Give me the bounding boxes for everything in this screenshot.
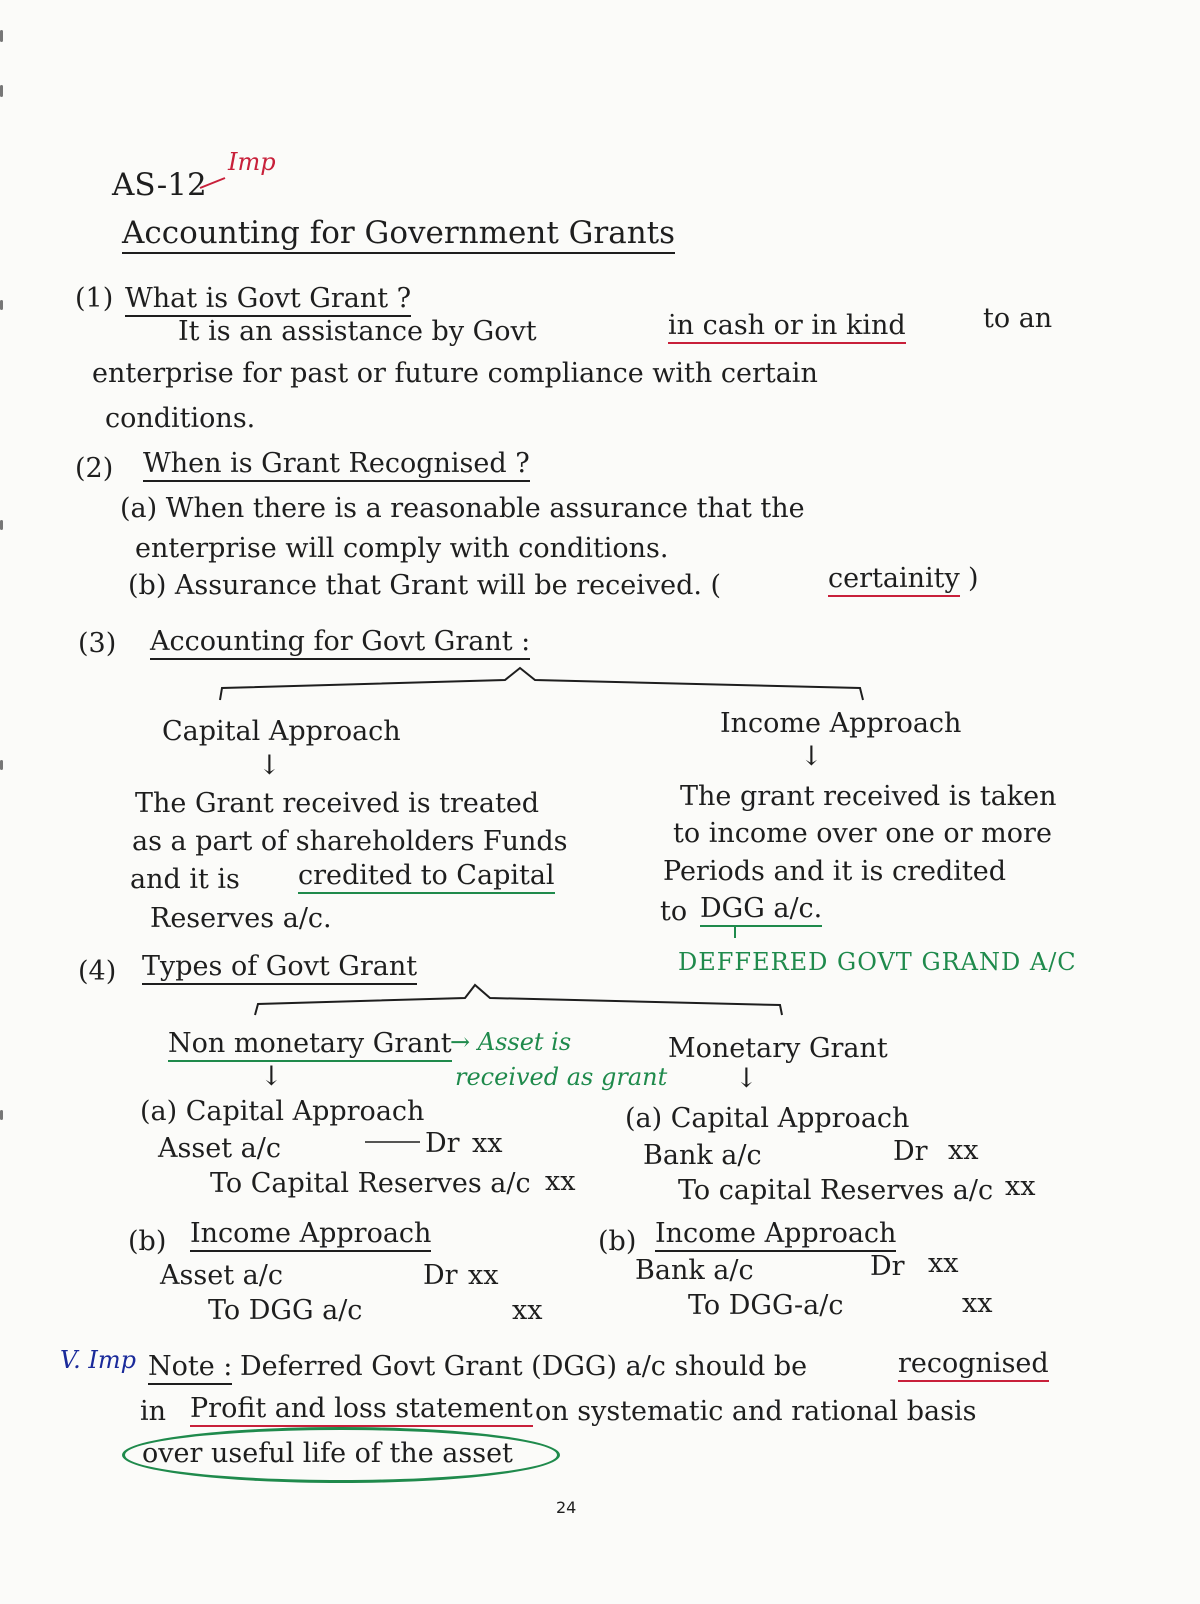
m-income-label: (b) [598,1226,637,1257]
m-capital-heading: (a) Capital Approach [625,1103,910,1134]
m-capital-credit: To capital Reserves a/c [678,1175,994,1206]
m-income-cr-amount: xx [962,1288,993,1319]
non-monetary-label: Non monetary Grant [168,1030,452,1062]
income-line-3: Periods and it is credited [663,856,1006,887]
nm-income-debit: Asset a/c [160,1260,283,1291]
income-line-4a: to [660,896,688,927]
capital-line-3a: and it is [130,864,240,895]
monetary-label: Monetary Grant [668,1033,888,1064]
nm-income-credit: To DGG a/c [208,1295,363,1326]
imp-tag: Imp [228,148,276,176]
non-monetary-note-2: received as grant [455,1063,668,1091]
m-income-dr-mark: Dr [870,1251,905,1282]
section-4-number: (4) [78,956,117,987]
page-number: 24 [556,1498,577,1517]
section-4-heading: Types of Govt Grant [142,953,417,985]
note-line-2c: on systematic and rational basis [535,1396,977,1427]
section-1-line-2: enterprise for past or future compliance with certain [92,358,818,389]
nm-income-dr-amount: xx [468,1260,499,1291]
section-3-number: (3) [78,628,117,659]
certainity-word: certainity [828,565,960,597]
m-capital-dr-amount: xx [948,1135,979,1166]
section-2-a-line-1: (a) When there is a reasonable assurance that the [120,493,805,524]
section-3-heading: Accounting for Govt Grant : [150,628,530,660]
section-1-number: (1) [75,283,114,314]
monetary-arrow: ↓ [735,1063,758,1094]
nm-capital-dr-amount: xx [472,1128,503,1159]
capital-line-1: The Grant received is treated [135,788,540,819]
certainity-close: ) [968,563,979,594]
section-1-line-1c: to an [983,303,1053,334]
m-income-heading: Income Approach [655,1220,896,1252]
very-imp-mark: V. Imp [60,1346,136,1374]
capital-line-3b: credited to Capital [298,862,555,894]
m-income-credit: To DGG-a/c [688,1290,844,1321]
section-2-b-line: (b) Assurance that Grant will be received. ( [128,570,722,601]
section-1-line-1b: in cash or in kind [668,312,906,344]
m-income-dr-amount: xx [928,1248,959,1279]
m-capital-debit: Bank a/c [643,1140,762,1171]
capital-approach-label: Capital Approach [162,716,401,747]
section-1-heading: What is Govt Grant ? [125,285,411,317]
income-line-1: The grant received is taken [680,781,1057,812]
nm-capital-debit: Asset a/c [158,1133,281,1164]
section-2-heading: When is Grant Recognised ? [143,450,530,482]
nm-capital-dr-mark: Dr [425,1128,460,1159]
note-profit-loss: Profit and loss statement [190,1395,533,1427]
standard-code: AS-12 [112,167,207,203]
section-1-line-3: conditions. [105,403,256,434]
m-income-debit: Bank a/c [635,1255,754,1286]
nm-income-heading: Income Approach [190,1220,431,1252]
note-line-2a: in [140,1396,167,1427]
m-capital-dr-mark: Dr [893,1136,928,1167]
nm-income-cr-amount: xx [512,1295,543,1326]
note-label: Note : [148,1353,232,1385]
non-monetary-note-1: → Asset is [450,1028,572,1056]
note-line-3: over useful life of the asset [142,1438,513,1469]
capital-arrow: ↓ [258,750,281,781]
income-line-2: to income over one or more [673,818,1052,849]
capital-line-4: Reserves a/c. [150,903,332,934]
income-arrow: ↓ [800,741,823,772]
income-approach-label: Income Approach [720,708,962,739]
dgg-expansion: DEFFERED GOVT GRAND A/C [678,948,1077,976]
nm-capital-cr-amount: xx [545,1166,576,1197]
nm-income-label: (b) [128,1226,167,1257]
m-capital-cr-amount: xx [1005,1171,1036,1202]
dgg-abbrev: DGG a/c. [700,895,822,927]
section-1-line-1a: It is an assistance by Govt [178,316,537,347]
non-monetary-arrow: ↓ [260,1061,283,1092]
page-title: Accounting for Government Grants [122,218,675,254]
note-recognised: recognised [898,1350,1049,1382]
capital-line-2: as a part of shareholders Funds [132,826,568,857]
nm-capital-heading: (a) Capital Approach [140,1096,425,1127]
note-line-1a: Deferred Govt Grant (DGG) a/c should be [240,1351,808,1382]
nm-capital-credit: To Capital Reserves a/c [210,1168,531,1199]
nm-income-dr-mark: Dr [423,1260,458,1291]
section-2-a-line-2: enterprise will comply with conditions. [135,533,669,564]
section-2-number: (2) [75,453,114,484]
